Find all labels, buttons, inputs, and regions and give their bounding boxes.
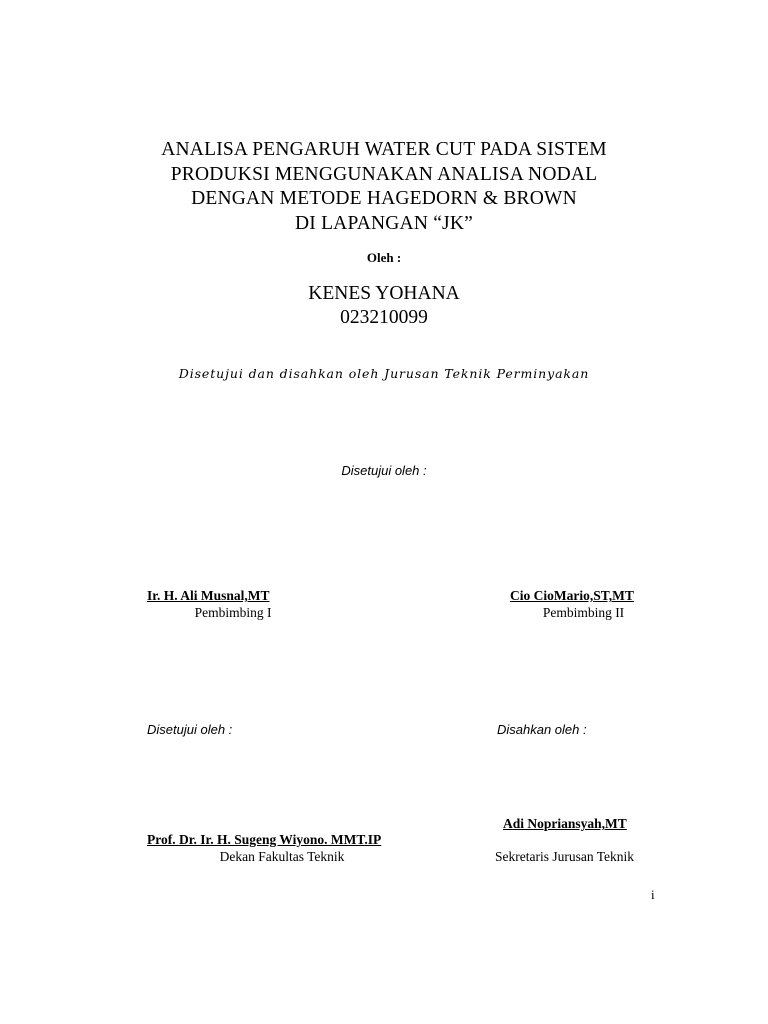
advisor-1-role: Pembimbing I [194, 605, 272, 620]
page-number: i [651, 887, 655, 902]
author-name: KENES YOHANA [308, 283, 460, 304]
ratified-by-label-right: Disahkan oleh : [497, 722, 587, 737]
author-block [0, 282, 768, 330]
title-line-1: ANALISA PENGARUH WATER CUT PADA SISTEM [161, 139, 607, 160]
by-label: Oleh : [366, 250, 402, 265]
title-line-4: DI LAPANGAN “JK” [295, 212, 473, 234]
advisor-2-name: Cio CioMario,ST,MT [510, 588, 634, 603]
secretary-role: Sekretaris Jurusan Teknik [495, 849, 635, 864]
approved-by-label-center: Disetujui oleh : [341, 463, 427, 478]
approval-note: Disetujui dan disahkan oleh Jurusan Teknik Perminyakan [178, 366, 590, 381]
advisor-2-role: Pembimbing II [542, 605, 625, 620]
document-title [0, 138, 768, 236]
secretary-name: Adi Nopriansyah,MT [503, 816, 627, 831]
dean-role: Dekan Fakultas Teknik [219, 849, 345, 864]
title-line-3: DENGAN METODE HAGEDORN & BROWN [191, 188, 577, 209]
advisor-1-name: Ir. H. Ali Musnal,MT [147, 588, 270, 603]
author-student-id: 023210099 [340, 307, 428, 328]
title-line-2: PRODUKSI MENGGUNAKAN ANALISA NODAL [170, 163, 598, 185]
dean-name: Prof. Dr. Ir. H. Sugeng Wiyono. MMT.IP [147, 832, 382, 847]
approved-by-label-left: Disetujui oleh : [147, 722, 233, 737]
